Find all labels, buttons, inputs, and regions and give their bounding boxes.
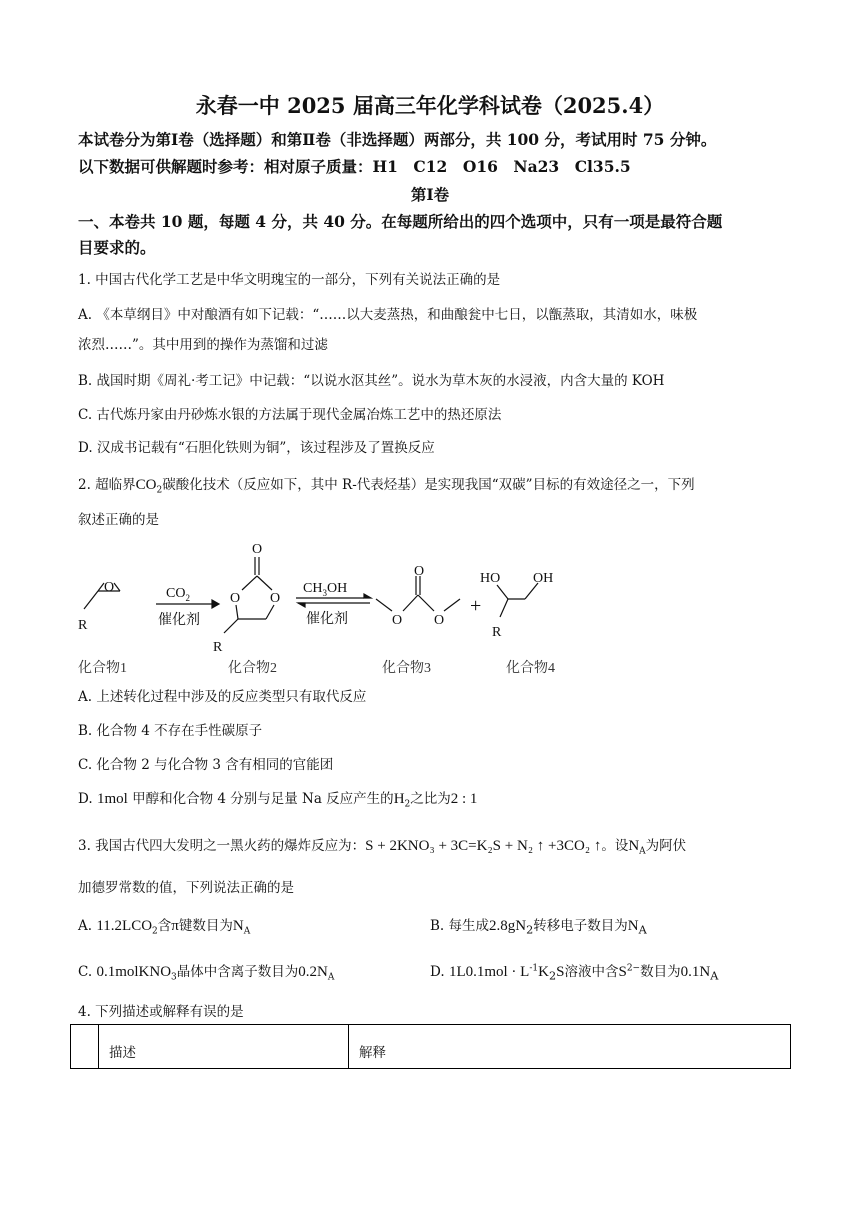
section-instruction-2: 目要求的。 — [78, 238, 156, 257]
label-compound-1: 化合物1 — [78, 661, 127, 676]
q3-option-d: D. $1L0.1mol \cdot L^{-1}K_2S$溶液中含$S^{2-}$数目为$0.1N_A$ — [430, 963, 719, 983]
q2-stem: 2. 超临界$CO_2$碳酸化技术（反应如下，其中 R-代表烃基）是实现我国“双碳”目标的有效途径之一，下列 — [78, 477, 695, 496]
q1-option-a-line2: 浓烈……”。其中用到的操作为蒸馏和过滤 — [78, 337, 328, 353]
q3-option-a: A. $11.2LCO_2$含π键数目为$N_A$ — [78, 918, 251, 937]
c2-carbonyl-o: O — [252, 542, 263, 557]
c1-oxygen: O — [104, 580, 115, 595]
reagent-methanol: $CH_3OH$ — [303, 581, 348, 598]
q2-option-c: C. 化合物 2 与化合物 3 含有相同的官能团 — [78, 757, 334, 773]
q2-option-d: D. 1mol 甲醇和化合物 4 分别与足量 Na 反应产生的$H_2$之比为2 : 1 — [78, 791, 478, 810]
exam-intro: 本试卷分为第Ⅰ卷（选择题）和第Ⅱ卷（非选择题）两部分，共 100 分，考试用时 75 分钟。 — [78, 130, 717, 149]
q4-table-header-description: 描述 — [99, 1025, 349, 1068]
label-compound-2: 化合物2 — [228, 661, 277, 676]
section-instruction-1: 一、本卷共 10 题，每题 4 分，共 40 分。在每题所给出的四个选项中，只有一项是最符合题 — [78, 212, 723, 231]
q3-stem: 3. 我国古代四大发明之一黑火药的爆炸反应为：S + 2KNO₃ + 3C=K₂S + N₂ ↑ +3CO₂ ↑。设$N_A$为阿伏 — [78, 838, 687, 857]
q1-option-b: B. 战国时期《周礼·考工记》中记载：“以说水沤其丝”。说水为草木灰的水浸液，内含大量的 KOH — [78, 373, 665, 389]
c4-hydroxyl-right: OH — [533, 571, 554, 586]
q3-stem-line2: 加德罗常数的值，下列说法正确的是 — [78, 880, 294, 896]
q1-option-d: D. 汉成书记载有“石胆化铁则为铜”，该过程涉及了置换反应 — [78, 440, 435, 456]
c1-r-group: R — [78, 618, 88, 633]
q2-option-b: B. 化合物 4 不存在手性碳原子 — [78, 723, 263, 739]
c4-hydroxyl-left: HO — [480, 571, 501, 586]
q2-option-a: A. 上述转化过程中涉及的反应类型只有取代反应 — [78, 689, 367, 705]
label-compound-4: 化合物4 — [506, 661, 555, 676]
plus-sign: + — [470, 595, 482, 617]
q2-stem-line2: 叙述正确的是 — [78, 512, 159, 528]
q4-table — [70, 1024, 791, 1069]
q1-stem: 1. 中国古代化学工艺是中华文明瑰宝的一部分，下列有关说法正确的是 — [78, 272, 501, 288]
catalyst-1: 催化剂 — [158, 613, 200, 628]
q4-stem: 4. 下列描述或解释有误的是 — [78, 1004, 244, 1020]
c2-r-group: R — [213, 640, 223, 655]
c3-ester-o-left: O — [392, 613, 403, 628]
catalyst-2: 催化剂 — [306, 612, 348, 627]
q3-option-c: C. 0.1molKNO$_3$晶体中含离子数目为$0.2N_A$ — [78, 964, 335, 983]
c4-r-group: R — [492, 625, 502, 640]
exam-title: 永春一中 2025 届高三年化学科试卷（2025.4） — [195, 93, 665, 118]
q4-table-header-explanation: 解释 — [359, 1045, 386, 1061]
volume-heading: 第Ⅰ卷 — [410, 185, 450, 204]
c2-ring-o-right: O — [270, 591, 281, 606]
q1-option-c: C. 古代炼丹家由丹砂炼水银的方法属于现代金属冶炼工艺中的热还原法 — [78, 407, 502, 423]
q1-option-a-line1: A. 《本草纲目》中对酿酒有如下记载：“……以大麦蒸热，和曲酿瓮中七日，以甑蒸取，其清如水，味极 — [78, 307, 698, 323]
q4-table-index-col — [71, 1025, 99, 1068]
c2-ring-o-left: O — [230, 591, 241, 606]
reaction-scheme — [70, 535, 630, 680]
c3-ester-o-right: O — [434, 613, 445, 628]
q3-option-b: B. 每生成$2.8gN_2$转移电子数目为$N_A$ — [430, 918, 647, 937]
c3-carbonyl-o: O — [414, 564, 425, 579]
label-compound-3: 化合物3 — [382, 661, 431, 676]
atomic-mass-line: 以下数据可供解题时参考：相对原子质量：H1 C12 O16 Na23 Cl35.5 — [78, 157, 631, 176]
reagent-co2: $CO_2$ — [166, 586, 190, 603]
